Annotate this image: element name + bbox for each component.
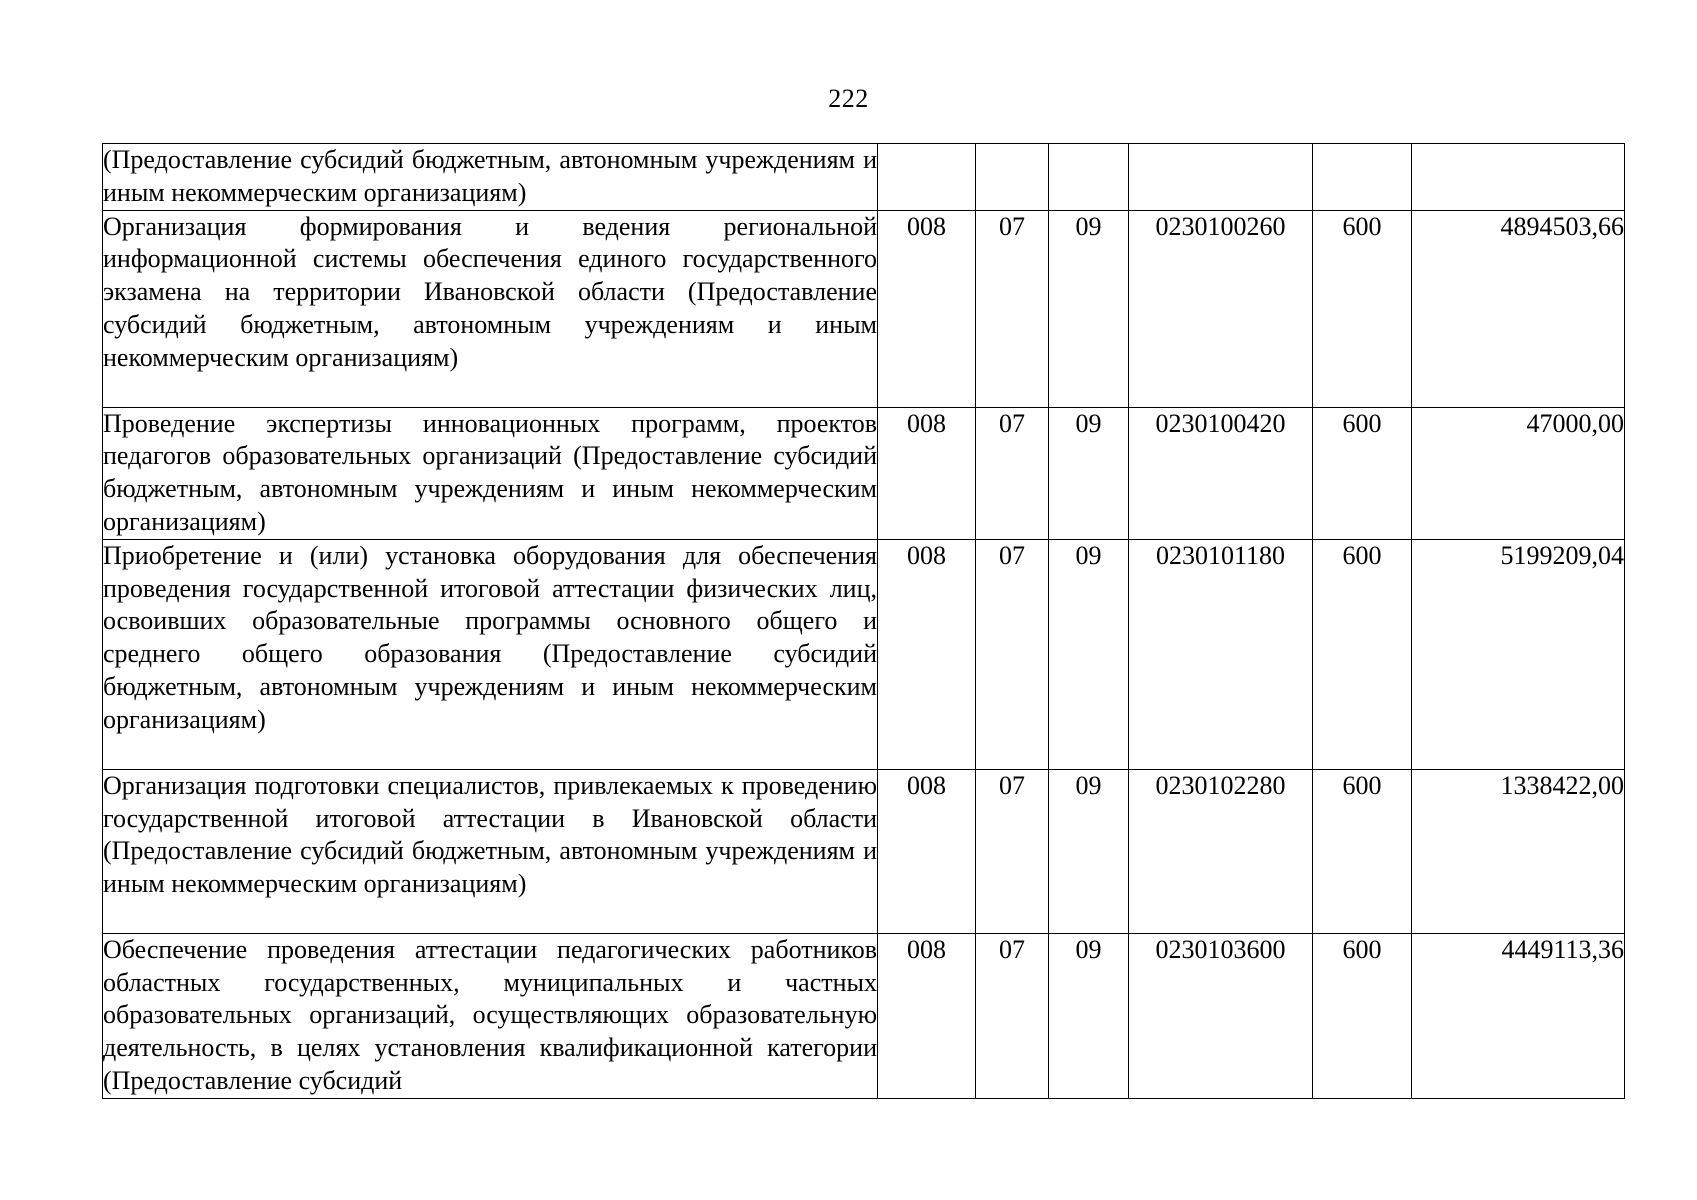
- ministry-code: 008: [878, 769, 976, 933]
- target-article-code: 0230100420: [1129, 407, 1313, 539]
- amount-value: [1412, 144, 1625, 211]
- section-code: 07: [976, 933, 1049, 1098]
- amount-value: 47000,00: [1412, 407, 1625, 539]
- target-article-code: 0230100260: [1129, 210, 1313, 407]
- expense-type-code: 600: [1313, 210, 1412, 407]
- amount-value: 1338422,00: [1412, 769, 1625, 933]
- subsection-code: 09: [1049, 210, 1129, 407]
- row-description: Приобретение и (или) установка оборудования для обеспечения проведения государственной итоговой аттестации физических лиц, освоивших образовательные программы основного общего и среднего общего образования (Предоставление субсидий бюджетным, автономным учреждениям и иным некоммерческим организациям): [103, 539, 878, 769]
- amount-value: 4449113,36: [1412, 933, 1625, 1098]
- budget-table: [102, 143, 1625, 1099]
- ministry-code: 008: [878, 539, 976, 769]
- target-article-code: 0230102280: [1129, 769, 1313, 933]
- target-article-code: 0230103600: [1129, 933, 1313, 1098]
- subsection-code: 09: [1049, 769, 1129, 933]
- subsection-code: 09: [1049, 933, 1129, 1098]
- row-description: Обеспечение проведения аттестации педагогических работников областных государственных, муниципальных и частных образовательных организаций, осуществляющих образовательную деятельность, в целях установления квалификационной категории (Предоставление субсидий: [103, 933, 878, 1098]
- section-code: 07: [976, 769, 1049, 933]
- section-code: 07: [976, 210, 1049, 407]
- expense-type-code: 600: [1313, 933, 1412, 1098]
- table-row: [103, 210, 1625, 407]
- amount-value: 5199209,04: [1412, 539, 1625, 769]
- subsection-code: 09: [1049, 539, 1129, 769]
- target-article-code: 0230101180: [1129, 539, 1313, 769]
- subsection-code: [1049, 144, 1129, 211]
- section-code: 07: [976, 539, 1049, 769]
- expense-type-code: 600: [1313, 539, 1412, 769]
- section-code: [976, 144, 1049, 211]
- page-number: 222: [828, 84, 869, 113]
- target-article-code: [1129, 144, 1313, 211]
- amount-value: 4894503,66: [1412, 210, 1625, 407]
- ministry-code: 008: [878, 933, 976, 1098]
- table-row: [103, 407, 1625, 539]
- ministry-code: 008: [878, 407, 976, 539]
- expense-type-code: 600: [1313, 407, 1412, 539]
- expense-type-code: [1313, 144, 1412, 211]
- ministry-code: 008: [878, 210, 976, 407]
- table-row: [103, 933, 1625, 1098]
- row-description: Организация формирования и ведения региональной информационной системы обеспечения единого государственного экзамена на территории Ивановской области (Предоставление субсидий бюджетным, автономным учреждениям и иным некоммерческим организациям): [103, 210, 878, 407]
- row-description: Проведение экспертизы инновационных программ, проектов педагогов образовательных организаций (Предоставление субсидий бюджетным, автономным учреждениям и иным некоммерческим организациям): [103, 407, 878, 539]
- expense-type-code: 600: [1313, 769, 1412, 933]
- subsection-code: 09: [1049, 407, 1129, 539]
- ministry-code: [878, 144, 976, 211]
- row-description: (Предоставление субсидий бюджетным, автономным учреждениям и иным некоммерческим организациям): [103, 144, 878, 211]
- table-row: [103, 539, 1625, 769]
- table-row: [103, 144, 1625, 211]
- row-description: Организация подготовки специалистов, привлекаемых к проведению государственной итоговой аттестации в Ивановской области (Предоставление субсидий бюджетным, автономным учреждениям и иным некоммерческим организациям): [103, 769, 878, 933]
- table-row: [103, 769, 1625, 933]
- section-code: 07: [976, 407, 1049, 539]
